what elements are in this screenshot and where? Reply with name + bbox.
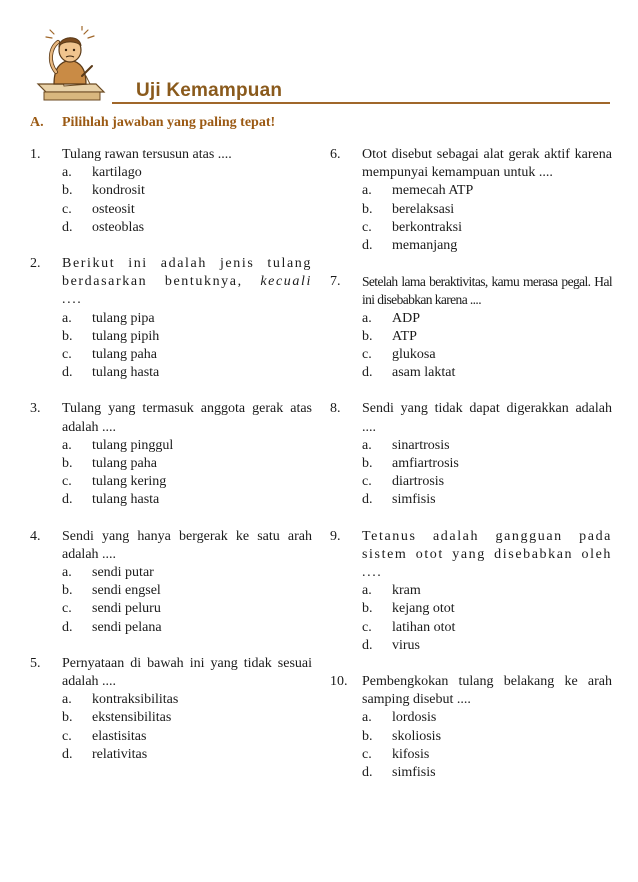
- option-letter: d.: [362, 492, 373, 508]
- option-letter: a.: [362, 310, 372, 326]
- option-a: [362, 582, 612, 600]
- option-letter: c.: [362, 474, 372, 490]
- header-divider: [112, 102, 610, 104]
- question-number: 8.: [330, 401, 341, 417]
- option-letter: d.: [62, 619, 73, 635]
- option-b: [362, 328, 612, 346]
- question-text: Sendi yang hanya bergerak ke satu arah adalah ....: [62, 528, 312, 562]
- question-number: 4.: [30, 528, 41, 544]
- option-letter: b.: [62, 583, 73, 599]
- option-text: tulang pipa: [92, 310, 155, 326]
- left-question-column: [30, 146, 312, 782]
- question-text-main: Berikut ini adalah jenis tulang berdasarkan bentuknya,: [62, 256, 312, 290]
- option-letter: c.: [362, 347, 372, 363]
- option-text: berkontraksi: [392, 219, 462, 235]
- option-text: kartilago: [92, 165, 142, 181]
- option-text: sinartrosis: [392, 437, 450, 453]
- option-text: kifosis: [392, 746, 430, 762]
- option-letter: b.: [362, 201, 373, 217]
- option-b: [362, 600, 612, 618]
- option-text: skoliosis: [392, 728, 442, 744]
- option-c: [62, 346, 312, 364]
- option-a: [62, 564, 312, 582]
- option-text: glukosa: [392, 347, 436, 363]
- option-letter: c.: [62, 474, 72, 490]
- option-letter: c.: [62, 601, 72, 617]
- option-text: tulang paha: [92, 456, 157, 472]
- option-text: tulang hasta: [92, 492, 160, 508]
- question-text: Tulang rawan tersusun atas ....: [62, 147, 232, 162]
- option-letter: a.: [362, 183, 372, 199]
- section-label: A.: [30, 115, 44, 130]
- option-a: [362, 310, 612, 328]
- option-letter: b.: [362, 328, 373, 344]
- option-text: memecah ATP: [392, 183, 474, 199]
- question-number: 10.: [330, 674, 348, 690]
- option-text: kram: [392, 583, 421, 599]
- option-d: [362, 491, 612, 509]
- question-text: Tetanus adalah gangguan pada sistem otot yang disebabkan oleh ....: [362, 528, 612, 581]
- option-letter: a.: [62, 437, 72, 453]
- option-d: [62, 364, 312, 382]
- question-text: Pernyataan di bawah ini yang tidak sesuai adalah ....: [62, 655, 312, 690]
- option-letter: a.: [362, 583, 372, 599]
- option-a: [62, 310, 312, 328]
- option-c: [362, 619, 612, 637]
- question-9: [330, 528, 612, 655]
- question-number: 2.: [30, 256, 41, 272]
- option-c: [62, 728, 312, 746]
- option-text: virus: [392, 637, 420, 653]
- option-text: kejang otot: [392, 601, 455, 617]
- question-number: 1.: [30, 147, 41, 162]
- option-b: [62, 455, 312, 473]
- option-a: [62, 437, 312, 455]
- question-text: Setelah lama beraktivitas, kamu merasa pegal. Hal ini disebabkan karena ....: [362, 274, 612, 308]
- option-letter: a.: [62, 310, 72, 326]
- question-text: [62, 255, 312, 310]
- option-text: kondrosit: [92, 183, 145, 199]
- question-7: [330, 273, 612, 382]
- option-b: [62, 328, 312, 346]
- option-b: [62, 182, 312, 200]
- option-letter: b.: [362, 456, 373, 472]
- option-letter: b.: [362, 601, 373, 617]
- option-text: osteoblas: [92, 219, 145, 235]
- option-text: sendi peluru: [92, 601, 161, 617]
- option-d: [362, 637, 612, 655]
- chapter-title: Uji Kemampuan: [136, 80, 283, 101]
- option-d: [362, 237, 612, 255]
- option-letter: a.: [62, 692, 72, 708]
- option-b: [62, 582, 312, 600]
- option-letter: c.: [62, 201, 72, 217]
- question-text: Tulang yang termasuk anggota gerak atas adalah ....: [62, 401, 312, 435]
- option-a: [362, 709, 612, 727]
- option-a: [362, 182, 612, 200]
- option-c: [62, 473, 312, 491]
- option-text: diartrosis: [392, 474, 445, 490]
- option-a: [62, 691, 312, 709]
- question-number: 3.: [30, 401, 41, 417]
- question-10: [330, 673, 612, 782]
- option-d: [362, 764, 612, 782]
- option-c: [362, 473, 612, 491]
- question-2: [30, 255, 312, 382]
- option-letter: c.: [362, 219, 372, 235]
- option-text: kontraksibilitas: [92, 692, 179, 708]
- question-text: Sendi yang tidak dapat digerakkan adalah ....: [362, 401, 612, 435]
- option-a: [62, 164, 312, 182]
- option-text: tulang hasta: [92, 365, 160, 381]
- option-b: [362, 201, 612, 219]
- option-d: [62, 746, 312, 764]
- option-letter: b.: [62, 183, 73, 199]
- option-letter: d.: [62, 365, 73, 381]
- question-5: [30, 655, 312, 764]
- thinking-student-illustration: [34, 26, 120, 102]
- option-text: osteosit: [92, 201, 135, 217]
- option-letter: c.: [362, 619, 372, 635]
- option-c: [362, 346, 612, 364]
- question-3: [30, 400, 312, 509]
- option-d: [362, 364, 612, 382]
- option-text: memanjang: [392, 238, 458, 254]
- question-text: Pembengkokan tulang belakang ke arah samping disebut ....: [362, 674, 612, 708]
- option-d: [62, 619, 312, 637]
- option-b: [362, 455, 612, 473]
- option-text: simfisis: [392, 765, 436, 781]
- option-text: ekstensibilitas: [92, 710, 172, 726]
- option-a: [362, 437, 612, 455]
- option-d: [62, 491, 312, 509]
- option-letter: a.: [362, 710, 372, 726]
- option-text: tulang paha: [92, 347, 157, 363]
- option-text: simfisis: [392, 492, 436, 508]
- section-heading: [30, 115, 275, 131]
- option-letter: b.: [62, 710, 73, 726]
- option-letter: c.: [362, 746, 372, 762]
- option-c: [62, 201, 312, 219]
- option-b: [62, 709, 312, 727]
- option-letter: b.: [62, 328, 73, 344]
- option-letter: d.: [362, 365, 373, 381]
- question-4: [30, 528, 312, 637]
- option-letter: c.: [62, 347, 72, 363]
- option-text: ADP: [392, 310, 421, 326]
- option-text: latihan otot: [392, 619, 456, 635]
- option-text: sendi putar: [92, 565, 154, 581]
- option-letter: c.: [62, 728, 72, 744]
- section-instruction: Pilihlah jawaban yang paling tepat!: [62, 115, 276, 130]
- option-text: sendi engsel: [92, 583, 161, 599]
- option-text: lordosis: [392, 710, 437, 726]
- option-c: [62, 600, 312, 618]
- question-text-end: ....: [62, 292, 83, 308]
- option-letter: a.: [362, 437, 372, 453]
- option-text: elastisitas: [92, 728, 147, 744]
- option-text: asam laktat: [392, 365, 456, 381]
- question-emphasis: kecuali: [260, 274, 312, 290]
- question-number: 7.: [330, 274, 341, 290]
- question-text: Otot disebut sebagai alat gerak aktif karena mempunyai kemampuan untuk ....: [362, 147, 612, 181]
- option-text: relativitas: [92, 746, 148, 762]
- option-letter: d.: [362, 637, 373, 653]
- chapter-header: [28, 24, 610, 106]
- option-text: berelaksasi: [392, 201, 455, 217]
- option-b: [362, 728, 612, 746]
- option-c: [362, 219, 612, 237]
- option-letter: d.: [62, 492, 73, 508]
- option-text: sendi pelana: [92, 619, 162, 635]
- option-letter: b.: [362, 728, 373, 744]
- option-letter: d.: [362, 238, 373, 254]
- option-letter: d.: [62, 746, 73, 762]
- option-c: [362, 746, 612, 764]
- question-6: [330, 146, 612, 255]
- right-question-column: [330, 146, 612, 800]
- question-number: 6.: [330, 147, 341, 162]
- question-1: [30, 146, 312, 237]
- question-8: [330, 400, 612, 509]
- option-text: tulang pinggul: [92, 437, 174, 453]
- option-letter: d.: [362, 765, 373, 781]
- question-number: 5.: [30, 655, 41, 671]
- option-letter: b.: [62, 456, 73, 472]
- option-text: amfiartrosis: [392, 456, 459, 472]
- option-text: tulang pipih: [92, 328, 160, 344]
- option-letter: a.: [62, 565, 72, 581]
- question-number: 9.: [330, 528, 341, 544]
- option-letter: d.: [62, 219, 73, 235]
- option-letter: a.: [62, 165, 72, 181]
- option-text: tulang kering: [92, 474, 167, 490]
- option-text: ATP: [392, 328, 417, 344]
- option-d: [62, 219, 312, 237]
